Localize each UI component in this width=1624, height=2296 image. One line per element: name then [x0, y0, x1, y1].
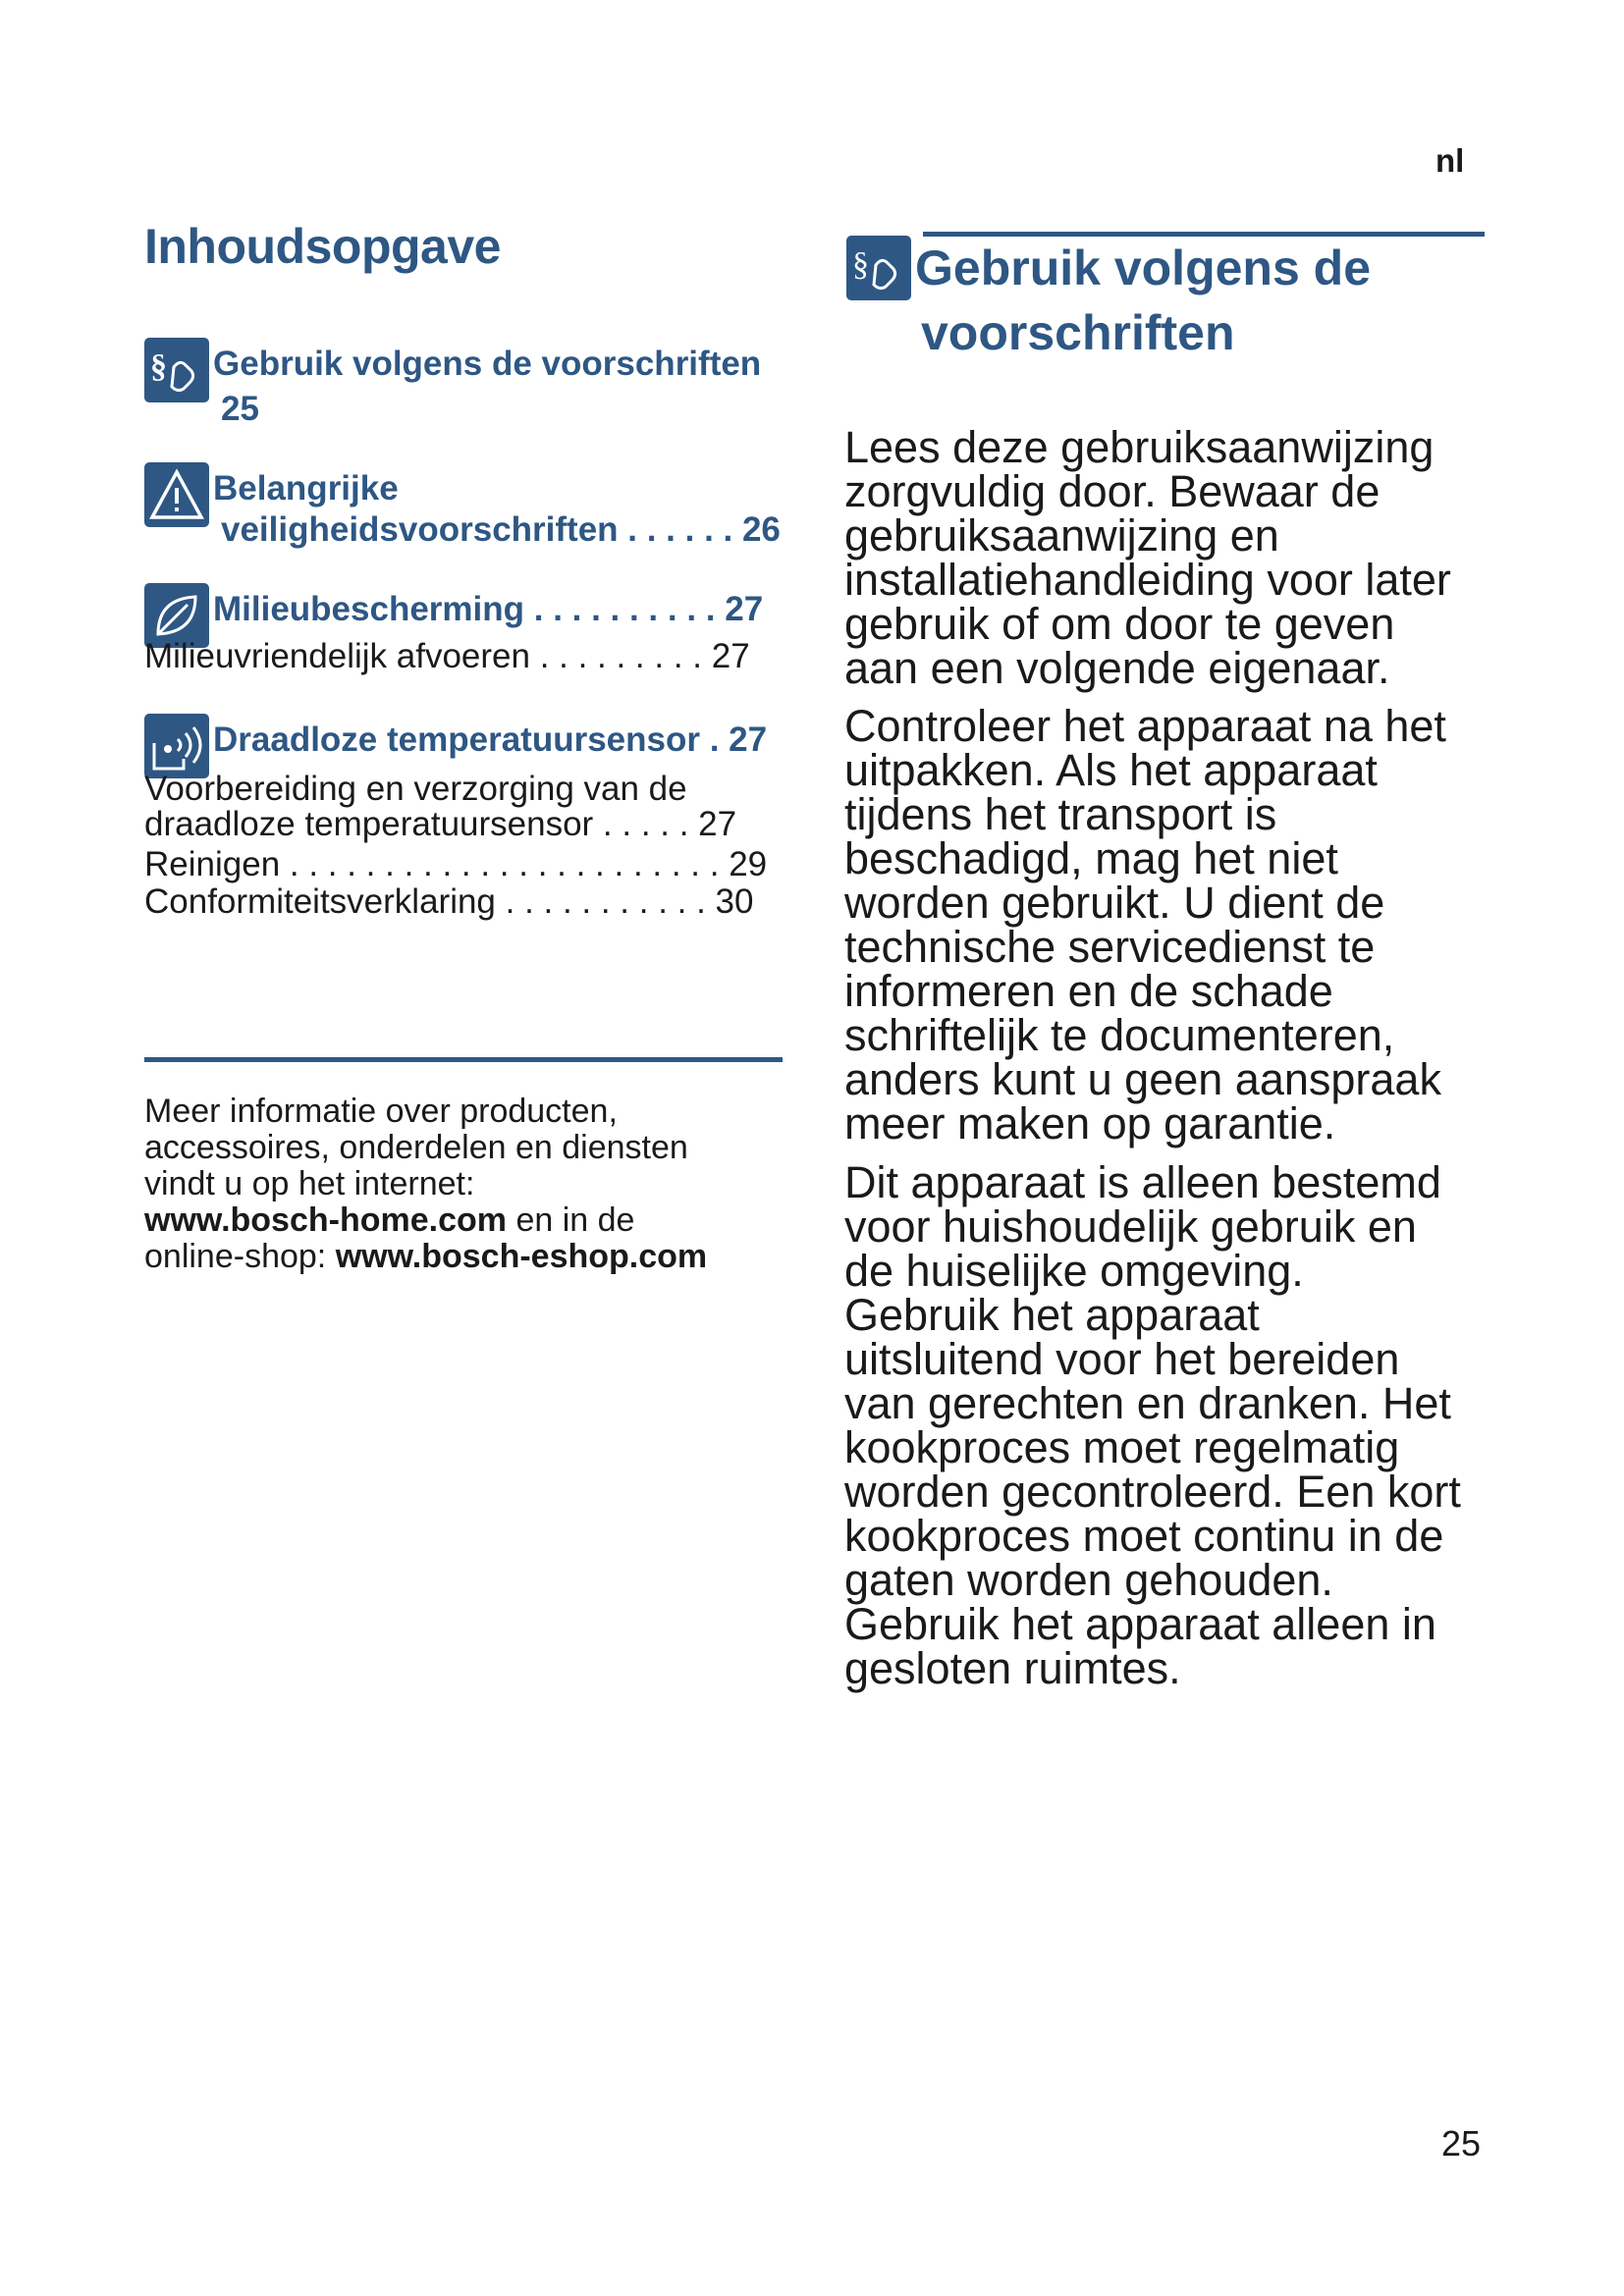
svg-text:§: § [150, 348, 167, 385]
toc-subentry[interactable]: Milieuvriendelijk afvoeren . . . . . . . . . 27 [144, 637, 750, 675]
text-line: Controleer het apparaat na het [844, 701, 1446, 751]
text-line: Gebruik het apparaat [844, 1290, 1260, 1340]
bosch-eshop-link[interactable]: www.bosch-eshop.com [335, 1238, 708, 1275]
text-line: gaten worden gehouden. [844, 1555, 1333, 1605]
text-line: anders kunt u geen aanspraak [844, 1054, 1441, 1104]
info-line: online-shop: [144, 1238, 336, 1275]
more-info-text [144, 1094, 792, 1275]
text-line: technische servicedienst te [844, 922, 1376, 972]
toc-subentry[interactable]: Reinigen . . . . . . . . . . . . . . . . . . . . . . . 29 [144, 845, 768, 883]
toc-entry-label: Belangrijke [213, 469, 399, 507]
text-line: voor huishoudelijk gebruik en [844, 1201, 1417, 1252]
toc-entry-label-cont: veiligheidsvoorschriften . . . . . . 26 [221, 510, 781, 549]
warning-triangle-icon [144, 462, 209, 527]
text-line: de huiselijke omgeving. [844, 1246, 1304, 1296]
paragraph-instructions [844, 422, 1492, 693]
section-hand-icon [846, 236, 911, 300]
toc-subentry-cont[interactable]: draadloze temperatuursensor . . . . . 27 [144, 805, 737, 843]
text-line: uitpakken. Als het apparaat [844, 745, 1378, 795]
text-line: Gebruik het apparaat alleen in [844, 1599, 1436, 1649]
divider [144, 1057, 783, 1062]
toc-subentry[interactable]: Voorbereiding en verzorging van de [144, 770, 687, 808]
section-hand-icon [144, 338, 209, 402]
info-line: vindt u op het internet: [144, 1165, 475, 1202]
text-line: zorgvuldig door. Bewaar de [844, 466, 1380, 516]
text-line: installatiehandleiding voor later [844, 555, 1451, 605]
text-line: meer maken op garantie. [844, 1098, 1336, 1148]
toc-title: Inhoudsopgave [144, 219, 501, 274]
toc-entry-label: Draadloze temperatuursensor . 27 [213, 721, 768, 759]
text-line: gebruiksaanwijzing en [844, 510, 1279, 561]
text-line: gebruik of om door te geven [844, 599, 1395, 649]
text-line: uitsluitend voor het bereiden [844, 1334, 1400, 1384]
info-line: Meer informatie over producten, [144, 1093, 618, 1130]
page-number: 25 [1441, 2123, 1482, 2163]
text-line: kookproces moet regelmatig [844, 1422, 1400, 1472]
text-line: informeren en de schade [844, 966, 1333, 1016]
text-line: worden gebruikt. U dient de [844, 878, 1385, 928]
paragraph-inspection [844, 701, 1492, 1148]
toc-entry-page: 25 [221, 390, 259, 428]
text-line: Lees deze gebruiksaanwijzing [844, 422, 1435, 472]
info-line: en in de [507, 1201, 635, 1239]
toc-entry-label: Gebruik volgens de voorschriften [213, 345, 762, 383]
toc-entry-label: Milieubescherming . . . . . . . . . . 27 [213, 590, 764, 628]
text-line: gesloten ruimtes. [844, 1643, 1181, 1693]
section-title-line: Gebruik volgens de [915, 240, 1372, 295]
bosch-home-link[interactable]: www.bosch-home.com [144, 1201, 508, 1239]
text-line: kookproces moet continu in de [844, 1511, 1444, 1561]
text-line: beschadigd, mag het niet [844, 833, 1338, 883]
paragraph-intended-use [844, 1157, 1492, 1693]
language-label: nl [1435, 142, 1465, 179]
text-line: tijdens het transport is [844, 789, 1277, 839]
text-line: van gerechten en dranken. Het [844, 1378, 1451, 1428]
info-line: accessoires, onderdelen en diensten [144, 1129, 688, 1166]
text-line: Dit apparaat is alleen bestemd [844, 1157, 1441, 1207]
svg-text:§: § [852, 246, 869, 283]
text-line: schriftelijk te documenteren, [844, 1010, 1395, 1060]
section-title-line: voorschriften [921, 305, 1235, 360]
section-title [915, 236, 1371, 365]
text-line: worden gecontroleerd. Een kort [844, 1467, 1461, 1517]
toc-subentry[interactable]: Conformiteitsverklaring . . . . . . . . . . . 30 [144, 882, 754, 921]
text-line: aan een volgende eigenaar. [844, 643, 1390, 693]
